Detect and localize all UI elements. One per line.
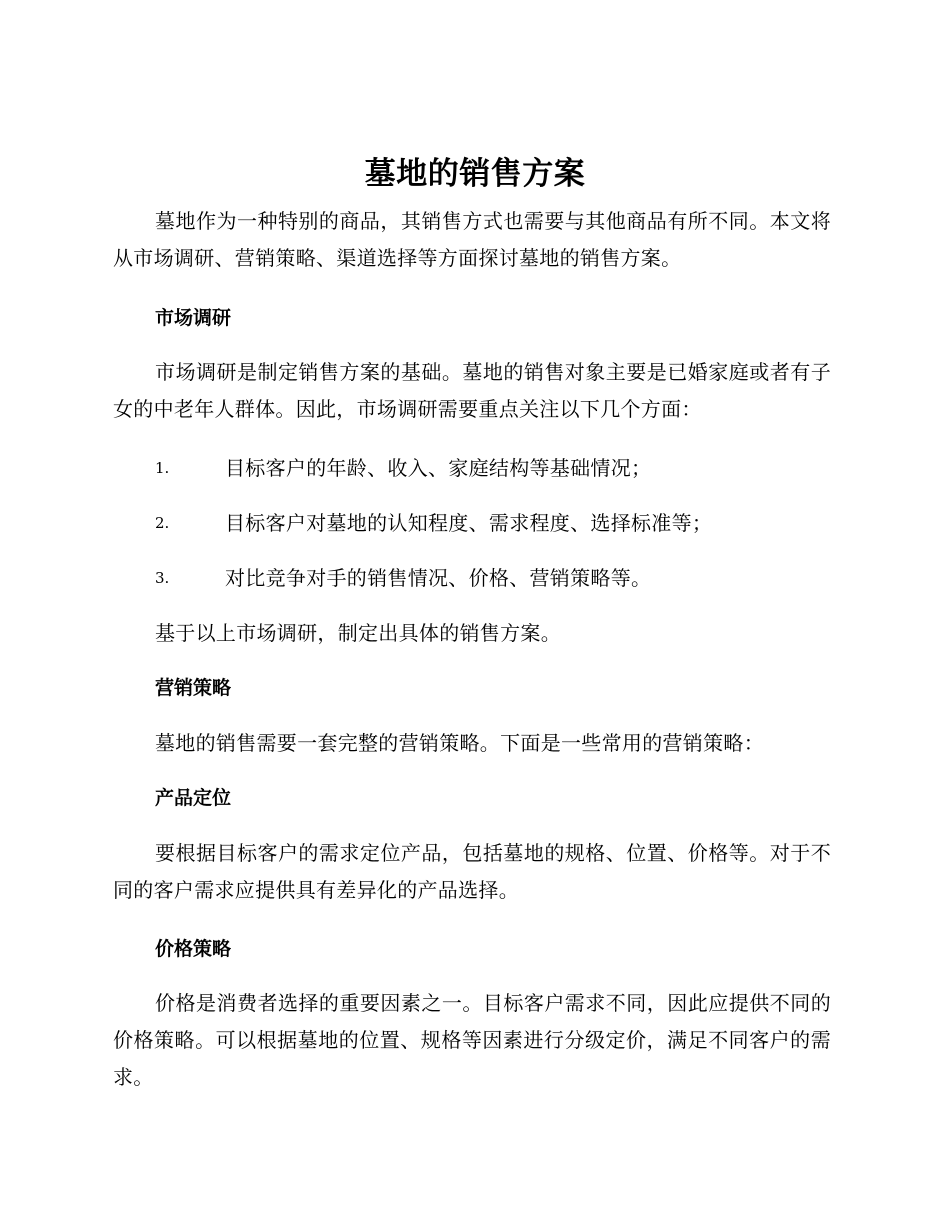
market-research-paragraph: 市场调研是制定销售方案的基础。墓地的销售对象主要是已婚家庭或者有子女的中老年人群体。因此，市场调研需要重点关注以下几个方面： (113, 360, 831, 421)
intro-paragraph: 墓地作为一种特别的商品，其销售方式也需要与其他商品有所不同。本文将从市场调研、营销策略、渠道选择等方面探讨墓地的销售方案。 (113, 209, 831, 270)
list-item-number: 1. (155, 459, 170, 477)
list-item-number: 2. (155, 514, 170, 532)
list-item-text: 目标客户的年龄、收入、家庭结构等基础情况； (225, 456, 652, 480)
list-item-text: 对比竞争对手的销售情况、价格、营销策略等。 (225, 566, 652, 590)
section-heading-marketing: 营销策略 (155, 677, 232, 699)
market-research-conclusion: 基于以上市场调研，制定出具体的销售方案。 (155, 621, 561, 645)
document-title: 墓地的销售方案 (364, 156, 586, 192)
section-heading-pricing: 价格策略 (155, 938, 232, 960)
section-heading-positioning: 产品定位 (155, 787, 232, 809)
list-item-number: 3. (155, 569, 170, 587)
pricing-paragraph: 价格是消费者选择的重要因素之一。目标客户需求不同，因此应提供不同的价格策略。可以根据墓地的位置、规格等因素进行分级定价，满足不同客户的需求。 (113, 991, 831, 1089)
section-heading-market-research: 市场调研 (155, 307, 232, 329)
marketing-paragraph: 墓地的销售需要一套完整的营销策略。下面是一些常用的营销策略： (155, 731, 764, 755)
list-item-text: 目标客户对墓地的认知程度、需求程度、选择标准等； (225, 511, 713, 535)
positioning-paragraph: 要根据目标客户的需求定位产品，包括墓地的规格、位置、价格等。对于不同的客户需求应提供具有差异化的产品选择。 (113, 841, 831, 902)
